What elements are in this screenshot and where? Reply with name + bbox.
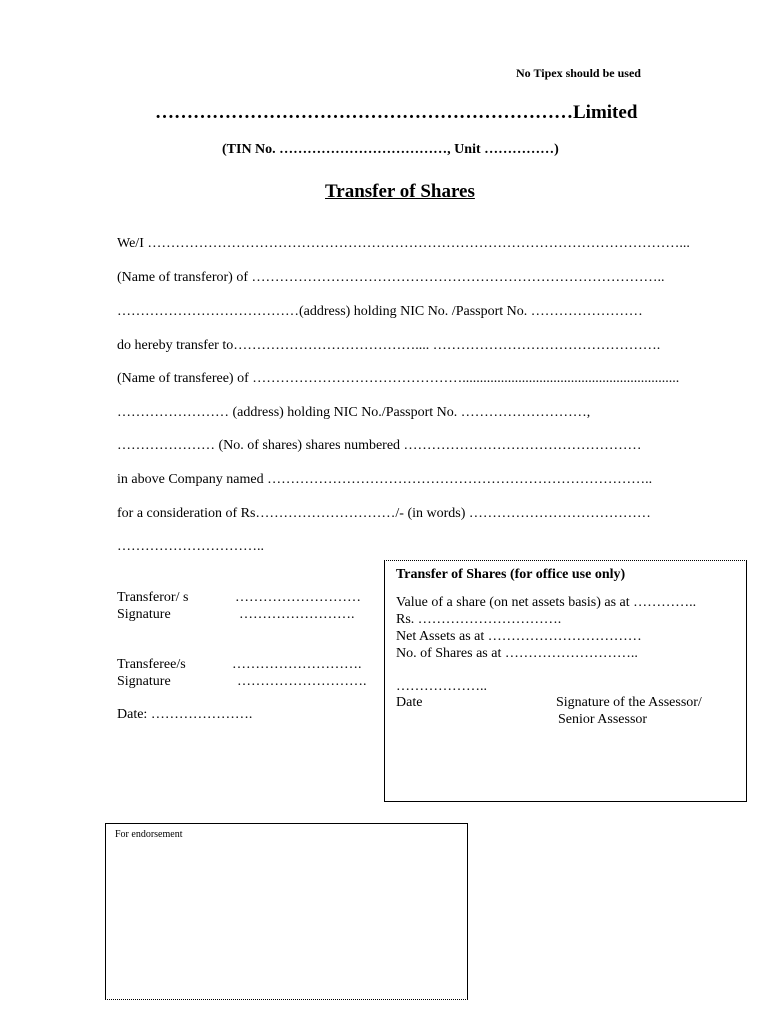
transferee-address-nic-line: …………………… (address) holding NIC No./Passport No. ………………………,: [117, 405, 591, 420]
transferor-label-line2: Signature: [117, 607, 171, 622]
consideration-line: for a consideration of Rs…………………………/- (in words) …………………………………: [117, 506, 651, 521]
office-date-label: Date: [396, 695, 423, 710]
transferor-label-line1: Transferor/ s: [117, 590, 189, 605]
endorsement-label: For endorsement: [115, 829, 183, 840]
no-tipex-note: No Tipex should be used: [516, 66, 641, 80]
transfer-to-line: do hereby transfer to………………………………….... ………………………………………….: [117, 338, 661, 353]
office-use-box: [384, 560, 747, 802]
net-assets-line: Net Assets as at ……………………………: [396, 629, 642, 644]
consideration-continued-line: …………………………..: [117, 539, 264, 554]
transferor-dots-line2: …………………….: [239, 607, 355, 622]
rs-line: Rs. ………………………….: [396, 612, 562, 627]
form-title: Transfer of Shares: [325, 181, 475, 202]
transferee-signature-dots: [232, 656, 367, 690]
share-value-line: Value of a share (on net assets basis) as at …………..: [396, 595, 697, 610]
transferor-address-nic-line: …………………………………(address) holding NIC No. /Passport No. ……………………: [117, 304, 643, 319]
transferor-dots-line1: ………………………: [235, 590, 361, 605]
transferor-name-line: We/I ……………………………………………………………………………………………………...: [117, 236, 690, 251]
transferor-of-line: (Name of transferor) of ……………………………………………………………………………..: [117, 270, 665, 285]
office-date-dots: ………………..: [396, 679, 487, 694]
senior-assessor-label: Senior Assessor: [558, 712, 648, 727]
transferee-label-line1: Transferee/s: [117, 657, 186, 672]
tin-unit-line: (TIN No. ………………………………, Unit ……………): [222, 142, 559, 157]
no-of-shares-line: No. of Shares as at ………………………..: [396, 646, 638, 661]
assessor-signature-label: Signature of the Assessor/: [556, 695, 702, 710]
transferor-signature-dots: [235, 589, 361, 623]
transferee-label: [117, 656, 186, 690]
transferee-of-line: (Name of transferee) of ………………………………………..............................................................: [117, 371, 680, 386]
transferee-label-line2: Signature: [117, 674, 171, 689]
date-line: Date: ………………….: [117, 707, 253, 722]
office-box-heading: Transfer of Shares (for office use only): [396, 567, 626, 582]
company-named-line: in above Company named ………………………………………………………………………..: [117, 472, 653, 487]
endorsement-box: [105, 823, 468, 1000]
transferee-dots-line1: ……………………….: [232, 657, 362, 672]
shares-numbered-line: ………………… (No. of shares) shares numbered ……………………………………………: [117, 438, 642, 453]
company-name-line: …………………………………………………………Limited: [155, 102, 638, 123]
transferee-dots-line2: ……………………….: [237, 674, 367, 689]
transferor-label: [117, 589, 188, 623]
